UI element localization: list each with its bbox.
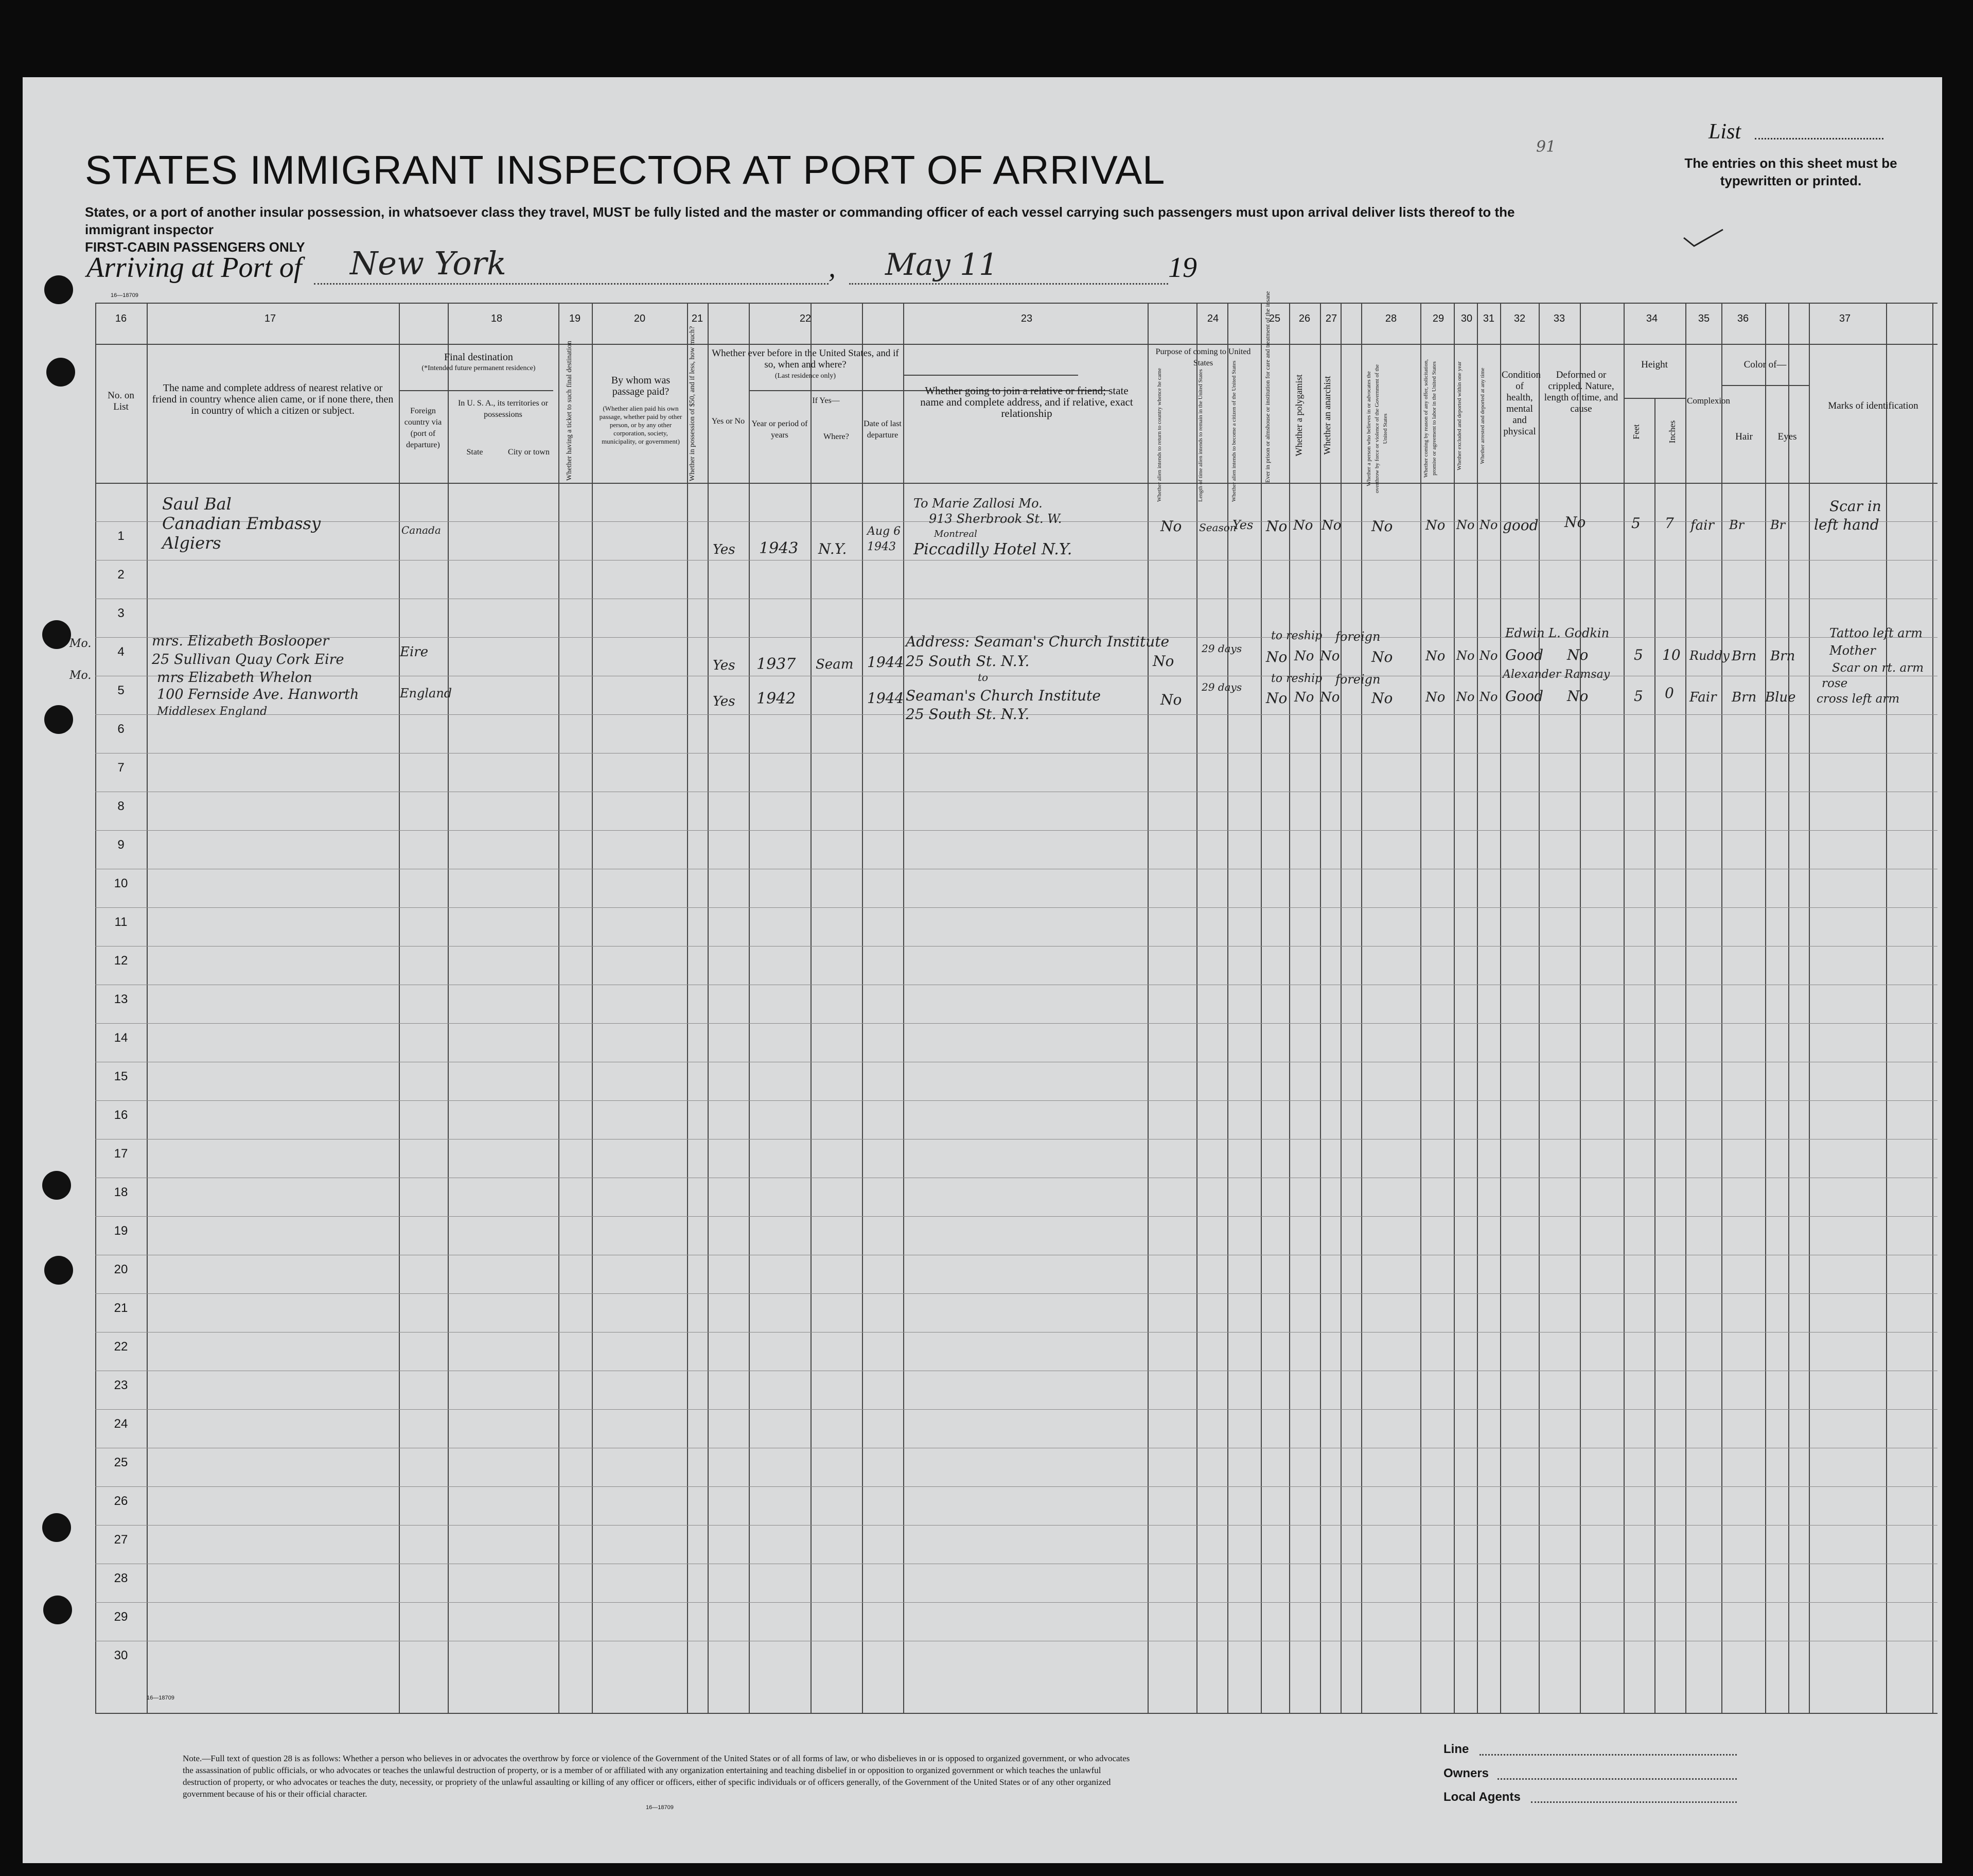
row-line xyxy=(95,1525,1937,1526)
grid-line xyxy=(811,303,812,1713)
row-number: 27 xyxy=(114,1533,128,1547)
row-number: 23 xyxy=(114,1378,128,1392)
entry-r1-health[interactable]: good xyxy=(1503,517,1539,534)
grid-line xyxy=(1454,303,1455,1713)
punch-hole xyxy=(42,620,71,649)
row-number: 26 xyxy=(114,1494,128,1508)
entry-r4-year[interactable]: 1937 xyxy=(756,655,796,673)
grid-line xyxy=(862,303,863,1713)
grid-line xyxy=(1788,303,1789,1713)
col-number-29: 29 xyxy=(1432,313,1444,324)
entry-r1-c30[interactable]: No xyxy=(1456,518,1475,532)
row-number: 7 xyxy=(117,761,125,775)
entry-r4-foreign[interactable]: foreign xyxy=(1335,629,1381,644)
header-color-of: Color of— xyxy=(1743,359,1787,370)
list-label: List xyxy=(1708,120,1741,144)
grid-line xyxy=(1539,303,1540,1713)
grid-line xyxy=(1477,303,1478,1713)
year-prefix: 19 xyxy=(1168,252,1197,284)
line-field[interactable] xyxy=(1479,1754,1737,1756)
entry-r1-inches[interactable]: 7 xyxy=(1665,515,1674,532)
col-number-18: 18 xyxy=(490,313,503,324)
entry-r1-feet[interactable]: 5 xyxy=(1631,515,1641,532)
punch-hole xyxy=(44,1256,73,1285)
grid-line xyxy=(749,303,750,1713)
entry-r1-return[interactable]: No xyxy=(1160,518,1182,535)
entry-r4-marks[interactable]: Tattoo left arm Mother xyxy=(1829,626,1923,658)
punch-hole xyxy=(42,1171,71,1200)
row-line xyxy=(95,1023,1937,1024)
header-intends-return: Whether alien intends to return to country whence he came xyxy=(1156,368,1162,502)
entry-r1-joining[interactable]: To Marie Zallosi Mo. 913 Sherbrook St. W. Montreal Piccadilly Hotel N.Y. xyxy=(913,496,1072,558)
col-number-28: 28 xyxy=(1385,313,1397,324)
header-if-yes: If Yes— xyxy=(812,396,840,405)
entry-r5-c31[interactable]: No xyxy=(1479,690,1498,704)
row-number: 2 xyxy=(117,568,125,582)
header-length-time: Length of time alien intends to remain in the United States xyxy=(1197,369,1204,502)
grid-line xyxy=(1624,398,1685,399)
entry-r1-year[interactable]: 1943 xyxy=(759,539,799,557)
entry-r4-c31[interactable]: No xyxy=(1479,648,1498,663)
header-in-usa: In U. S. A., its territories or possessions xyxy=(457,399,549,419)
entry-r5-foreign[interactable]: foreign xyxy=(1335,672,1381,687)
row-number: 5 xyxy=(117,683,125,697)
entry-r1-marks[interactable]: Scar in left hand xyxy=(1814,498,1881,533)
entry-r5-prefix: Mo. xyxy=(69,669,92,682)
grid-line xyxy=(687,303,688,1713)
entry-r5-reship[interactable]: to reship xyxy=(1271,672,1323,685)
entry-r4-c26[interactable]: No xyxy=(1294,648,1314,664)
row-number: 28 xyxy=(114,1571,128,1585)
col-number-17: 17 xyxy=(264,313,276,324)
header-excluded: Whether excluded and deported within one year xyxy=(1456,361,1463,470)
entry-r4-c27[interactable]: No xyxy=(1320,648,1340,664)
grid-line xyxy=(1685,303,1686,1713)
entry-r1-where[interactable]: N.Y. xyxy=(818,540,847,557)
header-deformed: Deformed or crippled. Nature, length of time, and cause xyxy=(1544,370,1618,414)
entry-r5-hair[interactable]: Brn xyxy=(1732,690,1757,705)
grid-line xyxy=(1721,385,1809,386)
comma-sep: , xyxy=(829,252,836,284)
owners-field[interactable] xyxy=(1498,1778,1737,1780)
entry-r4-complexion[interactable]: Ruddy xyxy=(1689,648,1730,663)
row-number: 24 xyxy=(114,1417,128,1431)
col-number-22: 22 xyxy=(799,313,812,324)
punch-hole xyxy=(46,358,75,387)
row-number: 10 xyxy=(114,876,128,890)
row-line xyxy=(95,1216,1937,1217)
entry-r4-health[interactable]: Good xyxy=(1505,646,1544,663)
header-possession-50: Whether in possession of $50, and if less, how much? xyxy=(689,326,696,481)
col-number-33: 33 xyxy=(1553,313,1565,324)
entry-r5-feet[interactable]: 5 xyxy=(1634,688,1643,705)
grid-line xyxy=(1361,303,1362,1713)
grid-line xyxy=(903,375,1078,376)
row-line xyxy=(95,907,1937,908)
entry-r1-length[interactable]: Season xyxy=(1199,521,1237,534)
entry-r4-joining[interactable]: Address: Seaman's Church Institute 25 South St. N.Y. xyxy=(906,633,1170,670)
entry-r5-eyes[interactable]: Blue xyxy=(1765,690,1796,705)
page-title: STATES IMMIGRANT INSPECTOR AT PORT OF ARRIVAL xyxy=(85,147,1166,192)
grid-line xyxy=(1261,303,1262,1713)
entry-r5-c27[interactable]: No xyxy=(1320,690,1340,705)
col-number-31: 31 xyxy=(1483,313,1495,324)
port-field[interactable]: New York xyxy=(350,244,506,282)
manifest-table xyxy=(69,291,1937,1718)
entry-r4-return[interactable]: No xyxy=(1153,653,1174,670)
entry-r4-inches[interactable]: 10 xyxy=(1662,646,1681,663)
entry-r4-relative[interactable]: mrs. Elizabeth Boslooper 25 Sullivan Quay Cork Eire xyxy=(152,633,344,668)
punch-hole xyxy=(44,275,73,304)
entry-r4-yes[interactable]: Yes xyxy=(713,658,735,673)
entry-r4-deformed[interactable]: No xyxy=(1567,646,1589,663)
grid-line xyxy=(399,303,400,1713)
entry-r4-c25[interactable]: No xyxy=(1266,648,1288,665)
entry-r4-eyes[interactable]: Brn xyxy=(1770,648,1795,664)
row-number: 14 xyxy=(114,1031,128,1045)
entry-r5-relative[interactable]: mrs Elizabeth Whelon 100 Fernside Ave. Hanworth Middlesex England xyxy=(157,670,359,718)
entry-r5-c25[interactable]: No xyxy=(1266,690,1288,707)
col-number-32: 32 xyxy=(1513,313,1526,324)
entry-r5-c29[interactable]: No xyxy=(1425,690,1446,705)
entry-r1-hair[interactable]: Br xyxy=(1729,518,1745,532)
grid-line xyxy=(1341,303,1342,1713)
entry-r5-marks[interactable]: Scar on rt. arm rose cross left arm xyxy=(1817,661,1924,706)
col-number-27: 27 xyxy=(1325,313,1337,324)
col-number-35: 35 xyxy=(1698,313,1710,324)
row-line xyxy=(95,1409,1937,1410)
col-number-16: 16 xyxy=(115,313,127,324)
row-number: 16 xyxy=(114,1108,128,1122)
entry-r4-signature[interactable]: Edwin L. Godkin xyxy=(1505,626,1610,640)
header-become-citizen: Whether alien intends to become a citizen of the United States xyxy=(1231,360,1237,502)
grid-line xyxy=(147,303,148,1713)
header-condition-health: Condition of health, mental and physical xyxy=(1502,370,1541,437)
entry-r1-eyes[interactable]: Br xyxy=(1770,518,1786,532)
header-overthrow: Whether a person who believes in or advocates the overthrow by force or violence of the Government of the United States xyxy=(1366,364,1388,494)
header-ever-before: Whether ever before in the United States, and if so, when and where? (Last residence only) xyxy=(712,348,899,380)
col-number-20: 20 xyxy=(633,313,646,324)
punch-hole xyxy=(43,1596,72,1624)
col-number-26: 26 xyxy=(1298,313,1311,324)
row-number: 11 xyxy=(114,915,128,929)
header-city: City or town xyxy=(508,448,550,457)
entry-r1-c25[interactable]: No xyxy=(1266,518,1288,535)
typewritten-note: The entries on this sheet must be typewritten or printed. xyxy=(1684,155,1897,188)
page-mark: 91 xyxy=(1536,138,1556,156)
grid-line xyxy=(95,344,1937,345)
entry-r4-hair[interactable]: Brn xyxy=(1732,648,1757,664)
entry-r5-return[interactable]: No xyxy=(1160,691,1182,708)
row-number: 3 xyxy=(117,606,125,620)
entry-r5-c30[interactable]: No xyxy=(1456,690,1475,704)
header-hair: Hair xyxy=(1735,431,1753,442)
entry-r4-c30[interactable]: No xyxy=(1456,648,1475,663)
entry-r4-reship[interactable]: to reship xyxy=(1271,629,1323,642)
header-anarchist: Whether an anarchist xyxy=(1322,376,1332,455)
entry-r5-deformed[interactable]: No xyxy=(1567,688,1589,705)
row-number: 13 xyxy=(114,992,128,1006)
entry-r5-foreign-country[interactable]: England xyxy=(400,686,452,700)
header-height: Height xyxy=(1641,359,1668,370)
entry-r1-date[interactable]: Aug 6 1943 xyxy=(867,525,901,553)
row-number: 30 xyxy=(114,1649,128,1662)
entry-r4-c29[interactable]: No xyxy=(1425,648,1446,664)
row-line xyxy=(95,1602,1937,1603)
check-mark-icon xyxy=(1683,226,1724,247)
footnote-code: 16—18709 xyxy=(646,1804,674,1811)
grid-line xyxy=(95,1713,1937,1714)
header-final-destination: Final destination (*Intended future permanent residence) xyxy=(421,352,536,372)
entry-r4-date[interactable]: 1944 xyxy=(867,654,904,671)
row-line xyxy=(95,1486,1937,1487)
col-number-25: 25 xyxy=(1269,313,1281,324)
grid-line xyxy=(1289,303,1290,1713)
col-number-37: 37 xyxy=(1839,313,1851,324)
grid-line xyxy=(95,303,1937,304)
row-number: 6 xyxy=(117,722,125,736)
header-ticket: Whether having a ticket to such final destination xyxy=(566,341,573,481)
row-number: 19 xyxy=(114,1224,128,1238)
header-feet: Feet xyxy=(1631,424,1641,440)
grid-line xyxy=(1654,398,1655,1713)
entry-r4-foreign-country[interactable]: Eire xyxy=(400,644,429,660)
entry-r1-c29[interactable]: No xyxy=(1425,518,1446,533)
punch-hole xyxy=(44,705,73,734)
grid-line xyxy=(708,303,709,1713)
header-inches: Inches xyxy=(1667,420,1677,444)
grid-line xyxy=(1148,303,1149,1713)
row-number: 4 xyxy=(117,645,125,659)
header-eyes: Eyes xyxy=(1777,431,1797,442)
form-code: 16—18709 xyxy=(147,1695,174,1701)
col-number-34: 34 xyxy=(1646,313,1658,324)
header-foreign-country: Foreign country via (port of departure) xyxy=(404,407,442,449)
col-number-23: 23 xyxy=(1020,313,1033,324)
header-purpose: Purpose of coming to United States xyxy=(1155,347,1251,367)
row-line xyxy=(95,1100,1937,1101)
entry-r5-c26[interactable]: No xyxy=(1294,690,1314,705)
entry-r4-feet[interactable]: 5 xyxy=(1634,646,1643,663)
grid-line xyxy=(1721,303,1722,1713)
header-state: State xyxy=(466,448,483,457)
header-complexion: Complexion xyxy=(1687,396,1731,406)
footnote-question-28: Note.—Full text of question 28 is as follows: Whether a person who believes in or advocates the overthrow by force or violence of the Government of the United States or of all forms of law, or who disbelieves in or is opposed to organized government, or who advocates the assassination of public officials, or who advocates or teaches the unlawful destruction of property, or is a member of or affiliated with any organization entertaining and teaching disbelief in or opposition to organized government or which teaches the unlawful destruction of property, or who advocates or teaches the duty, necessity, or propriety of the unlawful assaulting or killing of any officer or officers, either of specific individuals or of officers generally, of the Government of the United States or of any other organized government because of his or their official character. 16—18709 xyxy=(183,1752,1135,1812)
grid-line xyxy=(1196,303,1197,1713)
col-number-30: 30 xyxy=(1460,313,1473,324)
entry-r1-citizen[interactable]: Yes xyxy=(1232,518,1254,532)
instruction-text: States, or a port of another insular possession, in whatsoever class they travel, MUST be fully listed and the master or commanding officer of each vessel carrying such passengers must upon arrival deliver lists thereof to the immigrant inspector FIRST-CABIN PASSENGERS ONLY xyxy=(85,203,1577,256)
row-line xyxy=(95,1293,1937,1294)
entry-r5-c28[interactable]: No xyxy=(1371,690,1393,707)
list-field[interactable] xyxy=(1755,138,1883,139)
header-prison: Ever in prison or almshouse or institution for care and treatment of the insane xyxy=(1264,291,1271,483)
entry-r1-foreign-country[interactable]: Canada xyxy=(401,524,441,536)
grid-line xyxy=(1227,303,1228,1713)
entry-r5-yes[interactable]: Yes xyxy=(713,694,735,709)
entry-r5-length[interactable]: 29 days xyxy=(1202,681,1242,693)
punch-hole xyxy=(42,1513,71,1542)
entry-r1-c31[interactable]: No xyxy=(1479,518,1498,532)
entry-r5-health[interactable]: Good xyxy=(1505,688,1544,705)
header-passage-paid: By whom was passage paid? (Whether alien paid his own passage, whether paid by other person, or by any other corporation, society, municipality, or government) xyxy=(599,375,682,445)
grid-line xyxy=(1320,303,1321,1713)
header-polygamist: Whether a polygamist xyxy=(1294,374,1304,457)
row-number: 8 xyxy=(117,799,125,813)
date-field-line xyxy=(849,283,1168,285)
arriving-label: Arriving at Port of xyxy=(86,252,302,284)
col-number-24: 24 xyxy=(1207,313,1219,324)
entry-r5-year[interactable]: 1942 xyxy=(756,690,796,708)
line-label: Line xyxy=(1443,1742,1469,1756)
grid-line xyxy=(1886,303,1887,1713)
owners-label: Owners xyxy=(1443,1766,1489,1780)
grid-line xyxy=(592,303,593,1713)
entry-r5-signature[interactable]: Alexander Ramsay xyxy=(1503,668,1610,681)
header-arrested: Whether arrested and deported at any time xyxy=(1479,367,1486,464)
entry-r1-yes[interactable]: Yes xyxy=(713,542,735,557)
header-yes-no: Yes or No xyxy=(711,417,745,426)
row-number: 1 xyxy=(117,529,125,543)
date-field[interactable]: May 11 xyxy=(885,247,998,282)
row-line xyxy=(95,1332,1937,1333)
header-marks: Marks of identification xyxy=(1828,400,1918,411)
row-number: 29 xyxy=(114,1610,128,1624)
row-number: 9 xyxy=(117,838,125,852)
row-number: 25 xyxy=(114,1456,128,1469)
entry-r1-c27[interactable]: No xyxy=(1322,518,1342,533)
entry-r1-c26[interactable]: No xyxy=(1293,518,1313,533)
port-field-line xyxy=(314,283,829,285)
row-number: 22 xyxy=(114,1340,128,1354)
entry-r5-date[interactable]: 1944 xyxy=(867,690,904,707)
row-number: 20 xyxy=(114,1263,128,1276)
entry-r5-complexion[interactable]: Fair xyxy=(1689,690,1717,705)
header-no-on-list: No. on List xyxy=(108,390,134,412)
local-agents-label: Local Agents xyxy=(1443,1790,1521,1804)
header-year-period: Year or period of years xyxy=(751,419,808,440)
col-number-19: 19 xyxy=(569,313,581,324)
grid-line xyxy=(1500,303,1501,1713)
grid-line xyxy=(1420,303,1421,1713)
grid-line xyxy=(1809,303,1810,1713)
header-relative-address: The name and complete address of nearest relative or friend in country whence alien came, or if none there, then in country of which a citizen or subject. xyxy=(152,382,394,416)
local-agents-field[interactable] xyxy=(1531,1801,1737,1803)
grid-line xyxy=(1765,303,1766,1713)
form-code: 16—18709 xyxy=(111,292,138,299)
grid-line xyxy=(1624,303,1625,1713)
row-line xyxy=(95,830,1937,831)
row-number: 15 xyxy=(114,1070,128,1083)
grid-line xyxy=(903,303,904,1713)
entry-r4-where[interactable]: Seam xyxy=(816,657,854,672)
header-going-to-join: Whether going to join a relative or friend; state name and complete address, and if relative, exact relationship xyxy=(920,384,1133,419)
entry-r1-relative[interactable]: Saul Bal Canadian Embassy Algiers xyxy=(162,494,321,553)
entry-r5-joining[interactable]: to Seaman's Church Institute 25 South St. N.Y. xyxy=(906,671,1101,723)
header-date-departure: Date of last departure xyxy=(864,419,902,440)
row-number: 12 xyxy=(114,954,128,968)
col-number-36: 36 xyxy=(1737,313,1749,324)
grid-line xyxy=(558,303,559,1713)
entry-r5-inches[interactable]: 0 xyxy=(1665,685,1674,702)
entry-r1-deformed[interactable]: No xyxy=(1564,514,1586,531)
grid-line xyxy=(399,390,553,391)
col-number-21: 21 xyxy=(691,313,703,324)
row-number: 18 xyxy=(114,1185,128,1199)
grid-line xyxy=(448,303,449,1713)
entry-r4-prefix: Mo. xyxy=(69,637,92,650)
entry-r1-complexion[interactable]: fair xyxy=(1690,518,1714,533)
grid-line xyxy=(1932,303,1933,1713)
entry-r1-c28[interactable]: No xyxy=(1371,518,1393,535)
grid-line xyxy=(95,483,1937,484)
row-number: 17 xyxy=(114,1147,128,1161)
header-offer-labor: Whether coming by reason of any offer, solicitation, promise or agreement to labor in the United States xyxy=(1423,359,1437,478)
header-where: Where? xyxy=(823,432,849,441)
row-number: 21 xyxy=(114,1301,128,1315)
entry-r4-length[interactable]: 29 days xyxy=(1202,642,1242,655)
entry-r4-c28[interactable]: No xyxy=(1371,648,1393,665)
class-line: FIRST-CABIN PASSENGERS ONLY xyxy=(85,239,305,255)
